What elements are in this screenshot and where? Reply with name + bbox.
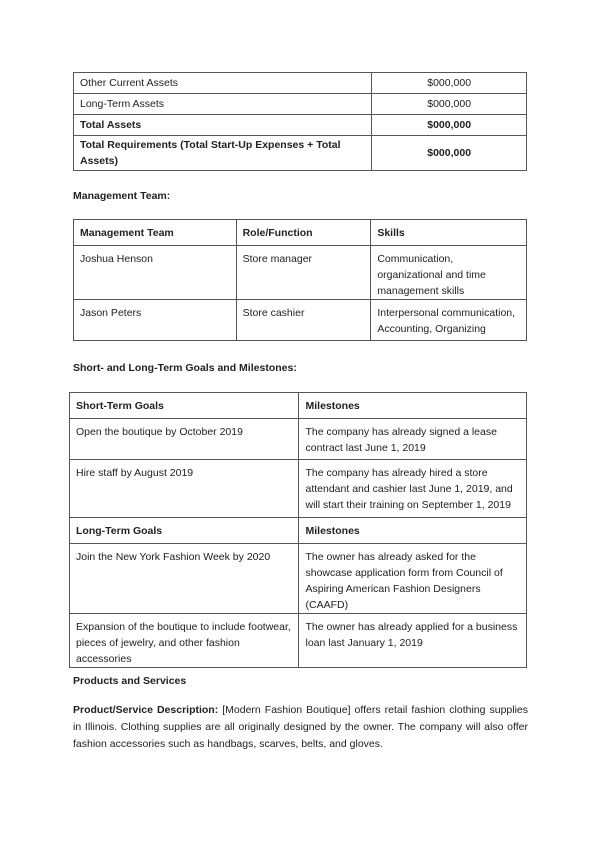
- member-skills: Interpersonal communication, Accounting, Organizing: [371, 300, 527, 341]
- member-skills: Communication, organizational and time management skills: [371, 246, 527, 300]
- assets-row: [74, 136, 527, 171]
- column-header: Short-Term Goals: [70, 393, 299, 419]
- column-header: Milestones: [299, 393, 527, 419]
- member-role: Store manager: [236, 246, 371, 300]
- milestone-text: The company has already signed a lease contract last June 1, 2019: [299, 419, 527, 460]
- description-label: Product/Service Description:: [73, 704, 219, 716]
- management-table: [73, 219, 527, 341]
- column-header: Milestones: [299, 518, 527, 544]
- table-row: [70, 614, 527, 668]
- products-heading: Products and Services: [73, 675, 187, 687]
- asset-amount: $000,000: [372, 136, 527, 171]
- member-name: Jason Peters: [74, 300, 237, 341]
- asset-label: Total Requirements (Total Start-Up Expenses + Total Assets): [74, 136, 372, 171]
- goal-text: Open the boutique by October 2019: [70, 419, 299, 460]
- table-row: [70, 544, 527, 614]
- asset-amount: $000,000: [372, 73, 527, 94]
- table-row: [74, 246, 527, 300]
- asset-amount: $000,000: [372, 94, 527, 115]
- column-header: Role/Function: [236, 220, 371, 246]
- asset-amount: $000,000: [372, 115, 527, 136]
- assets-row: [74, 94, 527, 115]
- goal-text: Join the New York Fashion Week by 2020: [70, 544, 299, 614]
- asset-label: Total Assets: [74, 115, 372, 136]
- member-name: Joshua Henson: [74, 246, 237, 300]
- goal-text: Hire staff by August 2019: [70, 460, 299, 518]
- table-row: [70, 419, 527, 460]
- assets-row: [74, 115, 527, 136]
- asset-label: Long-Term Assets: [74, 94, 372, 115]
- management-heading: Management Team:: [73, 190, 171, 202]
- milestone-text: The company has already hired a store attendant and cashier last June 1, 2019, and will start their training on September 1, 2019: [299, 460, 527, 518]
- column-header: Long-Term Goals: [70, 518, 299, 544]
- goals-heading: Short- and Long-Term Goals and Milestones:: [73, 362, 297, 374]
- table-row: [70, 460, 527, 518]
- assets-row: [74, 73, 527, 94]
- goals-table: [69, 392, 527, 668]
- milestone-text: The owner has already asked for the showcase application form from Council of Aspiring American Fashion Designers (CAAFD): [299, 544, 527, 614]
- table-header-row: [70, 393, 527, 419]
- column-header: Skills: [371, 220, 527, 246]
- column-header: Management Team: [74, 220, 237, 246]
- member-role: Store cashier: [236, 300, 371, 341]
- assets-table: [73, 72, 527, 171]
- table-header-row: [70, 518, 527, 544]
- table-header-row: [74, 220, 527, 246]
- table-row: [74, 300, 527, 341]
- asset-label: Other Current Assets: [74, 73, 372, 94]
- milestone-text: The owner has already applied for a business loan last January 1, 2019: [299, 614, 527, 668]
- product-description: [73, 702, 528, 753]
- description-text: [Modern Fashion Boutique] offers retail fashion clothing supplies in Illinois. Clothing supplies are all originally designed by the owner. The company will also offer fashion accessories such as handbags, scarves, belts, and gloves.: [73, 704, 529, 750]
- goal-text: Expansion of the boutique to include footwear, pieces of jewelry, and other fashion accessories: [70, 614, 299, 668]
